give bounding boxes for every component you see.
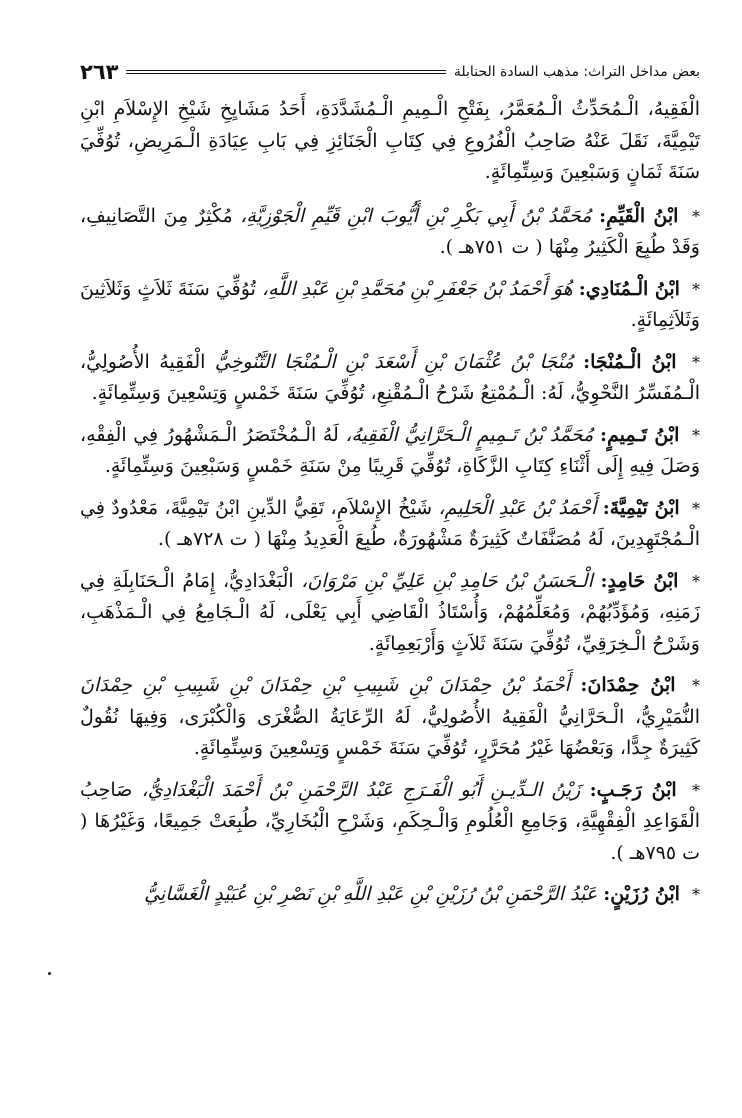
- entry-full-name: أَحْمَدُ بْنُ حِمْدَانَ بْنِ شَبِيبِ بْنِ حِمْدَانَ بْنِ شَبِيبِ بْنِ حِمْدَانَ: [80, 674, 570, 696]
- entry-full-name: أَحْمَدُ بْنُ عَبْدِ الْحَلِيمِ،: [438, 496, 597, 519]
- entry-text: الْبَغْدَادِيُّ، إِمَامُ الْـحَنَابِلَةِ فِي زَمَنِهِ، وَمُؤَدِّبُهُمْ، وَمُعَلِّمُهُمْ، وَأُسْتَاذُ الْقَاضِي أَبِي يَعْلَى، لَهُ الْـجَامِعُ فِي الْـمَذْهَبِ، وَشَرْحُ الْـخِرَقِيِّ، تُوُفِّيَ سَنَةَ ثَلاَثٍ وَأَرْبَعِمِائَةٍ.: [80, 569, 700, 655]
- entry-text: شَيْخُ الإِسْلاَمِ، تَقِيُّ الدِّينِ ابْنُ تَيْمِيَّةَ، مَعْدُودٌ فِي الْـمُجْتَهِدِينَ، لَهُ مُصَنَّفَاتٌ كَثِيرَةٌ مَشْهُورَةٌ، طُبِعَ الْعَدِيدُ مِنْهَا ( ت ٧٢٨هـ ).: [80, 496, 700, 550]
- entry-text: لَهُ الْـمُخْتَصَرُ الْـمَشْهُورُ فِي الْفِقْهِ، وَصَلَ فِيهِ إِلَى أَثْنَاءِ كِتَابِ الزَّكَاةِ، تُوُفِّيَ قَرِيبًا مِنْ سَنَةِ خَمْسٍ وَسَبْعِينَ وَسِتِّمِائَةٍ.: [80, 423, 700, 477]
- entry-text: صَاحِبُ الْقَوَاعِدِ الْفِقْهِيَّةِ، وَجَامِعِ الْعُلُومِ وَالْـحِكَمِ، وَشَرْحِ الْبُخَارِيِّ، طُبِعَتْ جَمِيعًا، وَغَيْرُهَا ( ت ٧٩٥هـ ).: [80, 778, 700, 864]
- bullet: *: [692, 571, 701, 591]
- entry-text: تُوُفِّيَ سَنَةَ ثَلاَثٍ وَثَلاَثِينَ وَثَلاَثِمِائَةٍ.: [80, 277, 700, 331]
- bullet: *: [692, 498, 701, 518]
- entry-name: ابْنُ الْقَيِّمِ:: [599, 204, 679, 227]
- biography-entry: [80, 420, 700, 483]
- bullet: *: [692, 279, 701, 299]
- entry-text: النُّمَيْرِيُّ، الْـحَرَّانِيُّ الْفَقِيهُ الأُصُولِيُّ، لَهُ الرِّعَايَةُ الصُّغْرَى وَالْكُبْرَى، وَفِيهَا نُقُولٌ كَثِيرَةٌ جِدًّا، وَبَعْضُهَا غَيْرُ مُحَرَّرٍ، تُوُفِّيَ سَنَةَ خَمْسٍ وَتِسْعِينَ وَسِتِّمِائَةٍ.: [80, 705, 700, 759]
- entry-full-name: زَيْنُ الـدِّيـنِ أَبُو الْفَـرَجِ عَبْدُ الرَّحْمَنِ بْنُ أَحْمَدَ الْبَغْدَادِيُّ،: [141, 778, 581, 801]
- entry-full-name: مُحَمَّدُ بْنُ تَـمِيمٍ الْـحَرَّانِيُّ الْفَقِيهُ،: [345, 423, 594, 446]
- bullet: *: [692, 885, 700, 904]
- entry-full-name: هُوَ أَحْمَدُ بْنُ جَعْفَرِ بْنِ مُحَمَّدِ بْنِ عَبْدِ اللَّهِ،: [261, 277, 573, 300]
- continuation-paragraph: [80, 94, 700, 189]
- biography-entry: [80, 670, 700, 765]
- page-number: ٢٦٣: [80, 60, 119, 84]
- biography-entry: [80, 274, 700, 337]
- page-body: [80, 94, 700, 911]
- biography-entry: [80, 566, 700, 661]
- bullet: *: [691, 352, 700, 372]
- bullet: *: [692, 676, 700, 695]
- entry-name: ابْنُ رُزَيْنٍ:: [603, 883, 680, 905]
- entry-name: ابْنُ حَامِدٍ:: [600, 569, 679, 592]
- entry-full-name: مُنْجَا بْنُ عُثْمَانَ بْنِ أَسْعَدَ بْنِ الْـمُنْجَا التَّنُوخِيُّ: [214, 350, 574, 373]
- entry-name: ابْنُ الْـمُنْجَا:: [583, 350, 677, 373]
- entry-full-name: الْـحَسَنُ بْنُ حَامِدِ بْنِ عَلِيِّ بْنِ مَرْوَانَ،: [301, 569, 593, 592]
- margin-dot: [48, 972, 51, 975]
- running-title: بعض مداخل التراث: مذهب السادة الحنابلة: [453, 64, 700, 80]
- entry-name: ابْنُ تَـمِيمٍ:: [599, 423, 680, 446]
- entry-name: ابْنُ رَجَـبٍ:: [589, 778, 677, 801]
- entry-name: ابْنُ تَيْمِيَّةَ:: [602, 496, 680, 519]
- entry-text: مُكْثِرٌ مِنَ التَّصَانِيفِ، وَقَدْ طُبِعَ الْكَثِيرُ مِنْهَا ( ت ٧٥١هـ ).: [80, 204, 700, 258]
- entry-text: الْفَقِيهُ الأُصُولِيُّ، الْـمُفَسِّرُ النَّحْوِيُّ، لَهُ: الْـمُمْتِعُ شَرْحُ الْـمُقْنِعِ، تُوُفِّيَ سَنَةَ خَمْسٍ وَتِسْعِينَ وَسِتِّمِائَةٍ.: [80, 350, 700, 404]
- biography-entry: [80, 493, 700, 556]
- biography-entry: [80, 347, 700, 410]
- biography-entry: [80, 775, 700, 870]
- entry-name: ابْنُ حِمْدَانَ:: [580, 674, 676, 696]
- paragraph-text: الْفَقِيهُ، الْـمُحَدِّثُ الْـمُعَمَّرُ، بِفَتْحِ الْـمِيمِ الْـمُشَدَّدَةِ، أَحَدُ مَشَايِخِ شَيْخِ الإِسْلاَمِ ابْنِ تَيْمِيَّةَ، نَقَلَ عَنْهُ صَاحِبُ الْفُرُوعِ فِي كِتَابِ الْجَنَائِزِ فِي بَابِ عِيَادَةِ الْـمَرِيضِ، تُوُفِّيَ سَنَةَ ثَمَانٍ وَسَبْعِينَ وَسِتِّمِائَةٍ.: [80, 98, 700, 183]
- running-header: [80, 58, 700, 86]
- biography-entry: [80, 201, 700, 264]
- entry-full-name: عَبْدُ الرَّحْمَنِ بْنُ رُزَيْنِ بْنِ عَبْدِ اللَّهِ بْنِ نَصْرِ بْنِ عُبَيْدٍ الْغَسَّانِيُّ: [144, 883, 598, 905]
- bullet: *: [692, 206, 701, 226]
- book-page: [80, 58, 700, 921]
- biography-entry: [80, 879, 700, 911]
- bullet: *: [692, 780, 701, 800]
- header-rule: [126, 70, 445, 74]
- bullet: *: [692, 425, 700, 445]
- entry-full-name: مُحَمَّدُ بْنُ أَبِي بَكْرِ بْنِ أَيُّوبَ ابْنِ قَيِّمِ الْجَوْزِيَّةِ،: [240, 204, 592, 227]
- entry-name: ابْنُ الْـمُنَادِي:: [578, 277, 680, 300]
